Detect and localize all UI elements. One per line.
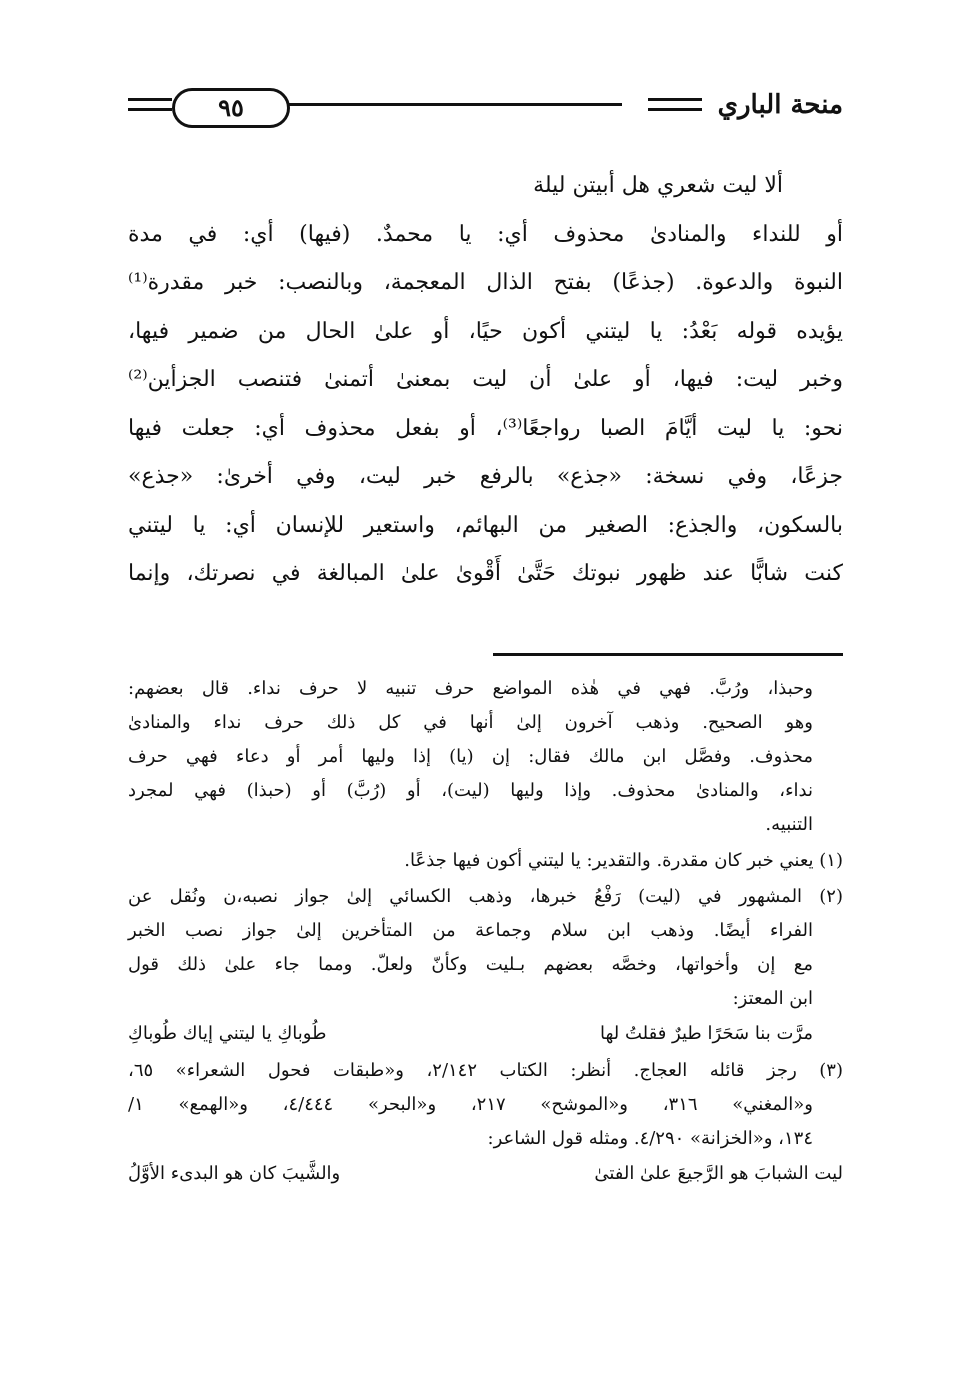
footnote-line: (٣) رجز قائله العجاج. أنظر: الكتاب ٢/١٤٢، و«طبقات فحول الشعراء» ٦٥، xyxy=(128,1060,843,1081)
verse-second-hemistich: طُوباكِ يا ليتني إياك طُوباكِ xyxy=(128,1023,327,1044)
header-rule-left-2 xyxy=(128,108,172,111)
header-rule-long xyxy=(288,103,622,106)
book-title: منحة الباري xyxy=(717,90,843,120)
verse-first-hemistich: ليت الشبابَ هو الرَّجيعَ علىٰ الفتىٰ xyxy=(594,1163,843,1184)
main-line: وخبر ليت: فيها، أو علىٰ أن ليت بمعنىٰ أتمنىٰ فتنصب الجزأين⁽²⁾ xyxy=(128,367,843,392)
footnote-line: ١٣٤، و«الخزانة» ٤/٢٩٠. ومثله قول الشاعر: xyxy=(487,1128,813,1149)
verse-second-hemistich: والشَّيبَ كان هو البدىء الأوَّلُ xyxy=(128,1163,341,1184)
footnote-separator xyxy=(493,653,843,656)
main-line: نحو: يا ليت أيَّامَ الصبا رواجعًا⁽³⁾، أو بفعل محذوف أي: جعلت فيها xyxy=(128,415,844,441)
footnote-line: وهو الصحيح. وذهب آخرون إلىٰ أنها في كل ذلك حرف نداء والمنادىٰ xyxy=(128,712,813,733)
footnote-2 xyxy=(128,880,843,1052)
footnote-1 xyxy=(128,844,843,878)
footnote-line: الفراء أيضًا. وذهب ابن سلام وجماعة من المتأخرين إلىٰ جواز نصب الخبر xyxy=(128,920,813,941)
main-line: أو للنداء والمنادىٰ محذوف أي: يا محمدٌ. (فيها) أي: في مدة xyxy=(128,221,843,247)
verse-first-hemistich: مرَّت بنا سَحَرًا طيرٌ فقلتُ لها xyxy=(600,1023,813,1044)
main-line: جزعًا، وفي نسخة: «جذع» بالرفع خبر ليت، وفي أخرىٰ: «جذع» xyxy=(128,464,843,489)
main-line: ألا ليت شعري هل أبيتن ليلة xyxy=(533,173,783,198)
main-line: النبوة والدعوة. (جذعًا) بفتح الذال المعجمة، وبالنصب: خبر مقدرة⁽¹⁾ xyxy=(128,270,843,295)
footnote-line: التنبيه. xyxy=(765,814,813,835)
poetry-verse xyxy=(128,1016,843,1052)
header-rule-left xyxy=(128,98,172,101)
footnote-line: (١) يعني خبر كان مقدرة. والتقدير: يا ليتني أكون فيها جذعًا. xyxy=(404,850,843,871)
header-rule-right-2 xyxy=(648,108,702,111)
header-rule-right xyxy=(648,98,702,101)
footnotes xyxy=(128,670,843,1192)
footnote-line: (٢) المشهور في (ليت) رَفْعُ خبرها، وذهب الكسائي إلىٰ جواز نصبه،ن ونُقل عن xyxy=(128,886,843,907)
footnote-line: محذوف. وفصَّل ابن مالك فقال: إن (يا) إذا وليها أمر أو دعاء فهي حرف xyxy=(128,746,813,767)
footnote-line: ابن المعتز: xyxy=(732,988,813,1009)
footnote-3 xyxy=(128,1054,843,1192)
main-line: بالسكون، والجذع: الصغير من البهائم، واستعير للإنسان أي: يا ليتني xyxy=(128,512,843,538)
main-line: كنت شابًّا عند ظهور نبوتك حَتَّىٰ أَقْوىٰ علىٰ المبالغة في نصرتك، وإنما xyxy=(128,561,843,586)
poetry-verse xyxy=(128,1156,843,1192)
page-number: ٩٥ xyxy=(172,88,290,128)
main-line: يؤيده قوله بَعْدُ: يا ليتني أكون حيًا، أو علىٰ الحال من ضمير فيها، xyxy=(128,318,843,344)
footnote-line: نداء، والمنادىٰ محذوف. وإذا وليها (ليت)، أو (رُبَّ) أو (حبذا) فهي لمجرد xyxy=(128,780,813,801)
main-text xyxy=(128,162,843,599)
footnote-line: مع إن وأخواتها، وخصَّه بعضهم بـليت وكأنّ ولعلّ. ومما جاء علىٰ ذلك قول xyxy=(128,954,813,975)
footnote-line: وحبذا، ورُبَّ. فهي في هٰذه المواضع حرف تنبيه لا حرف نداء. قال بعضهم: xyxy=(128,678,813,699)
footnote-line: و«المغني» ٣١٦، و«الموشح» ٢١٧، و«البحر» ٤/٤٤٤، و«الهمع» ١/ xyxy=(128,1094,813,1115)
footnote-continuation xyxy=(128,672,843,842)
page-header xyxy=(128,84,843,136)
